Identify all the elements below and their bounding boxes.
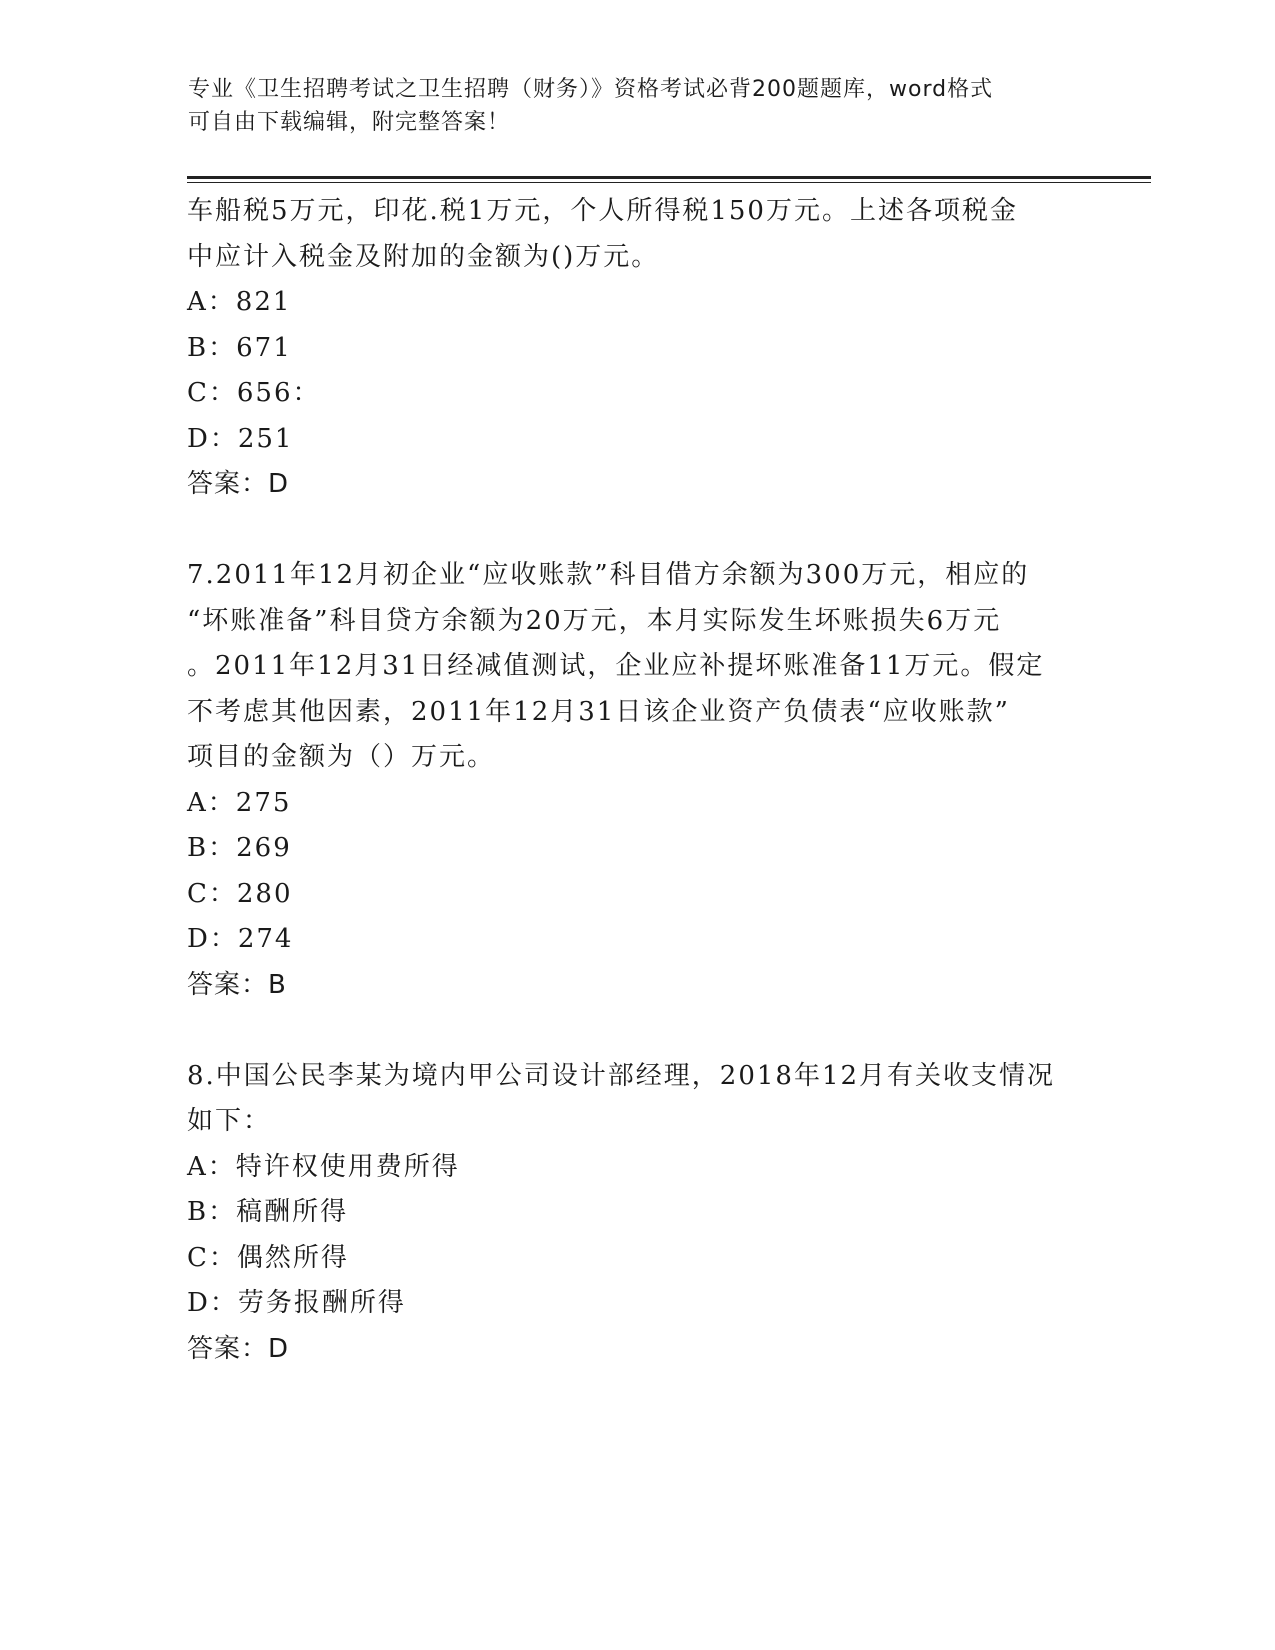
option-c: C：偶然所得 xyxy=(187,1242,349,1273)
header-line-1: 专业《卫生招聘考试之卫生招聘（财务）》资格考试必背200题题库，word格式 xyxy=(188,77,994,102)
question-stem-line: 车船税5万元，印花.税1万元，个人所得税150万元。上述各项税金 xyxy=(187,196,1018,226)
answer-line: 答案：D xyxy=(187,1333,290,1364)
option-d: D：251 xyxy=(187,423,294,454)
header-divider-thick xyxy=(187,176,1151,179)
answer-line: 答案：B xyxy=(187,969,287,1000)
header-line-2: 可自由下载编辑，附完整答案！ xyxy=(188,110,511,135)
question-stem-line: 如下： xyxy=(187,1106,272,1136)
option-b: B：稿酬所得 xyxy=(187,1197,349,1227)
option-a: A：特许权使用费所得 xyxy=(187,1151,460,1182)
option-b: B：671 xyxy=(187,332,292,363)
option-b: B：269 xyxy=(187,833,292,863)
question-stem-line: 不考虑其他因素，2011年12月31日该企业资产负债表“应收账款” xyxy=(187,696,1010,727)
question-block xyxy=(187,1054,1087,1373)
question-stem-line: “坏账准备”科目贷方余额为20万元，本月实际发生坏账损失6万元 xyxy=(187,605,1002,636)
option-d: D：274 xyxy=(187,924,294,954)
question-stem-line: 中应计入税金及附加的金额为()万元。 xyxy=(187,241,660,272)
option-a: A：275 xyxy=(187,787,292,818)
option-c: C：280 xyxy=(187,878,293,909)
question-stem-line: 项目的金额为（）万元。 xyxy=(187,742,496,772)
header-divider-thin xyxy=(187,182,1151,183)
option-c: C：656： xyxy=(187,378,321,408)
question-spacer xyxy=(187,508,1087,554)
question-block xyxy=(187,189,1087,508)
question-stem-line: 。2011年12月31日经减值测试，企业应补提坏账准备11万元。假定 xyxy=(187,651,1045,681)
option-d: D：劳务报酬所得 xyxy=(187,1288,406,1318)
question-list xyxy=(187,189,1087,1372)
question-spacer xyxy=(187,1008,1087,1054)
document-header xyxy=(188,73,1088,139)
question-block xyxy=(187,553,1087,1008)
question-stem-line: 8.中国公民李某为境内甲公司设计部经理，2018年12月有关收支情况 xyxy=(187,1060,1056,1091)
question-stem-line: 7.2011年12月初企业“应收账款”科目借方余额为300万元，相应的 xyxy=(187,560,1030,590)
answer-line: 答案：D xyxy=(187,469,290,499)
option-a: A：821 xyxy=(187,287,292,317)
